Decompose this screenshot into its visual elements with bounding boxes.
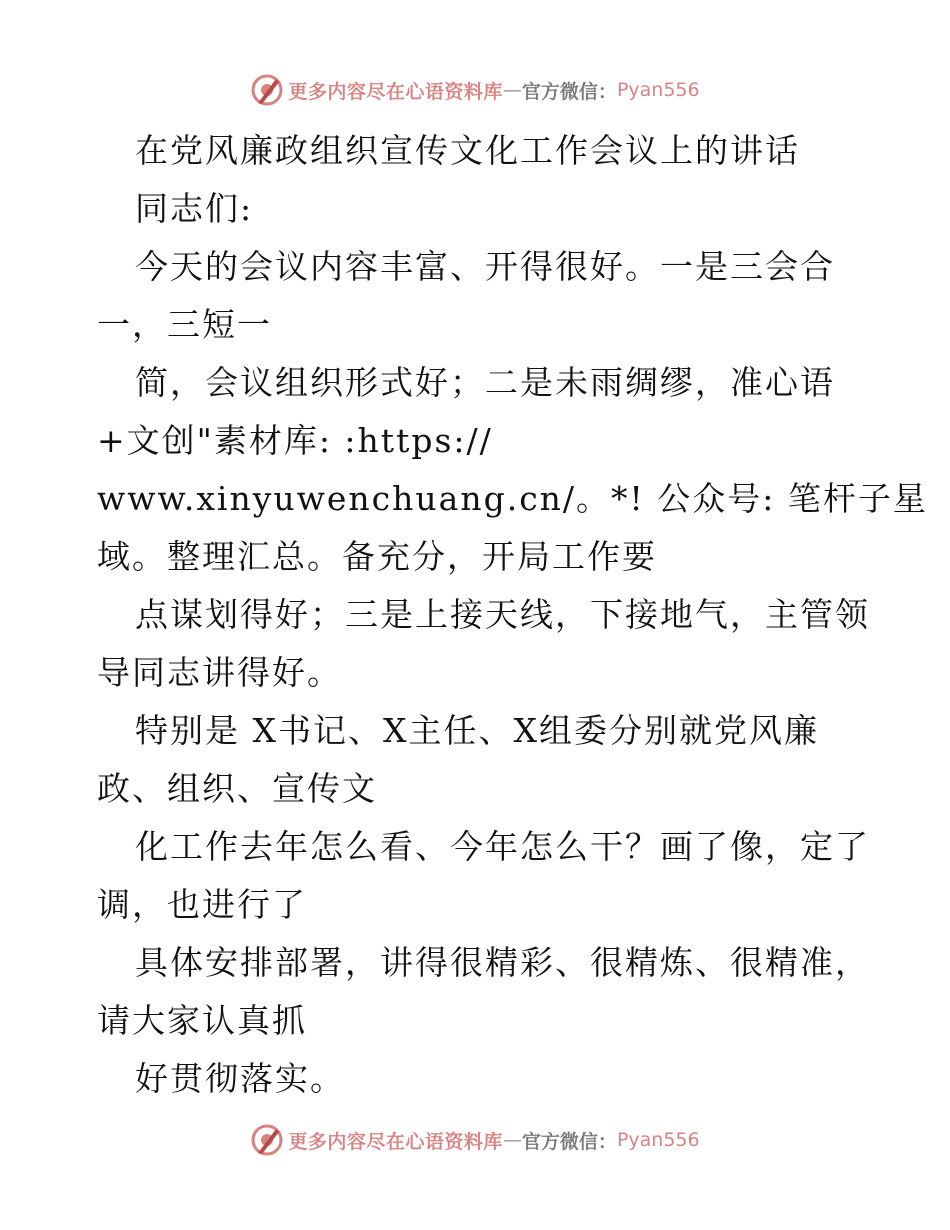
quill-logo-icon bbox=[250, 73, 284, 107]
salutation: 同志们: bbox=[135, 189, 254, 228]
quill-logo-icon bbox=[250, 1123, 284, 1157]
paragraph-line: 今天的会议内容丰富、开得很好。一是三会合 bbox=[135, 247, 835, 286]
paragraph-line: 点谋划得好；三是上接天线，下接地气，主管领 bbox=[135, 595, 870, 634]
document-title: 在党风廉政组织宣传文化工作会议上的讲话 bbox=[135, 131, 800, 170]
watermark-dash: — bbox=[502, 1129, 522, 1151]
watermark-text: 更多内容尽在心语资料库 bbox=[288, 80, 503, 103]
paragraph-line: www.xinyuwenchuang.cn/。*! 公众号: 笔杆子星 bbox=[97, 479, 928, 518]
watermark-id: Pyan556 bbox=[616, 79, 700, 101]
watermark-official: 官方微信： bbox=[521, 80, 617, 103]
paragraph-line: 简，会议组织形式好；二是未雨绸缪，准心语 bbox=[135, 363, 835, 402]
paragraph-line: 请大家认真抓 bbox=[97, 1001, 307, 1040]
paragraph-line: 调，也进行了 bbox=[97, 885, 307, 924]
header-watermark bbox=[0, 70, 950, 110]
paragraph-line: 政、组织、宣传文 bbox=[97, 769, 377, 808]
document-body bbox=[97, 122, 928, 1108]
watermark-id: Pyan556 bbox=[616, 1129, 700, 1151]
paragraph-line: 导同志讲得好。 bbox=[97, 653, 342, 692]
paragraph-line: 域。整理汇总。备充分，开局工作要 bbox=[97, 537, 657, 576]
watermark-text: 更多内容尽在心语资料库 bbox=[288, 1130, 503, 1153]
paragraph-line: 特别是 X书记、X主任、X组委分别就党风廉 bbox=[135, 711, 819, 750]
footer-watermark bbox=[0, 1120, 950, 1160]
paragraph-line: 化工作去年怎么看、今年怎么干？画了像，定了 bbox=[135, 827, 870, 866]
paragraph-line: 一，三短一 bbox=[97, 305, 272, 344]
paragraph-line: 好贯彻落实。 bbox=[135, 1059, 345, 1098]
watermark-dash: — bbox=[502, 79, 522, 101]
watermark-official: 官方微信： bbox=[521, 1130, 617, 1153]
paragraph-line: +文创"素材库: :https:// bbox=[97, 421, 493, 460]
paragraph-line: 具体安排部署，讲得很精彩、很精炼、很精准， bbox=[135, 943, 870, 982]
